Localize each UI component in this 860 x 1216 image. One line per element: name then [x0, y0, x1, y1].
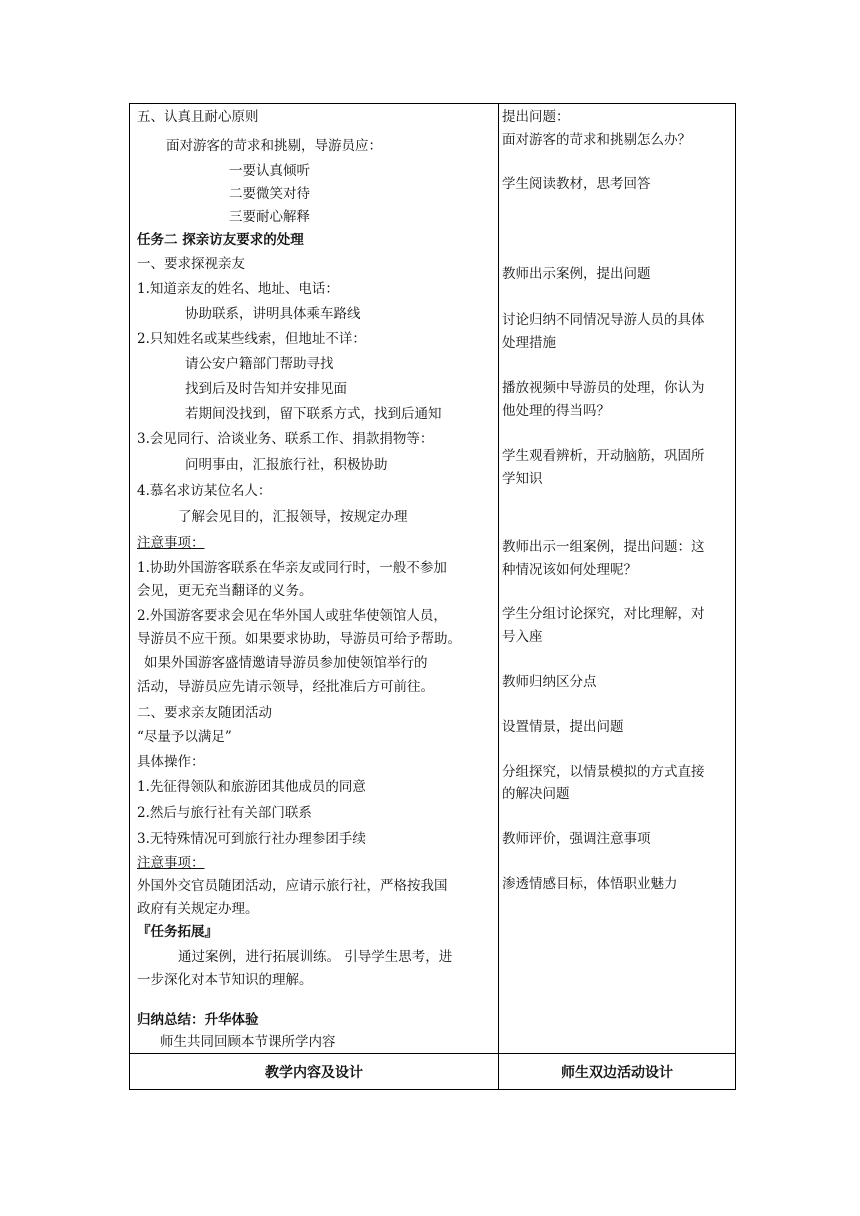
activity-line: 他处理的得当吗？ [502, 403, 610, 419]
text-line: 2.只知姓名或某些线索，但地址不详： [137, 331, 366, 347]
text-line: 政府有关规定办理。 [137, 901, 259, 917]
text-line: 如果外国游客盛情邀请导游员参加使领馆举行的 [144, 655, 428, 671]
text-line: 三要耐心解释 [229, 209, 310, 225]
text-line: 请公安户籍部门帮助寻找 [185, 356, 334, 372]
text-line: 面对游客的苛求和挑剔，导游员应： [166, 138, 382, 154]
activity-line: 播放视频中导游员的处理，你认为 [502, 380, 705, 396]
table-footer-row [130, 1053, 735, 1089]
activity-line: 的解决问题 [502, 786, 570, 802]
task-heading: 任务二 探亲访友要求的处理 [137, 232, 304, 248]
section-heading: 一、要求探视亲友 [137, 256, 245, 272]
text-line: 活动，导游员应先请示领导，经批准后方可前往。 [137, 679, 434, 695]
section-heading: 五、认真且耐心原则 [137, 109, 259, 125]
summary-heading: 归纳总结：升华体验 [137, 1012, 259, 1028]
activity-line: 号入座 [502, 629, 543, 645]
text-line: 协助联系，讲明具体乘车路线 [185, 306, 361, 322]
text-line: 2.然后与旅行社有关部门联系 [137, 805, 312, 821]
activity-line: 渗透情感目标，体悟职业魅力 [502, 876, 678, 892]
text-line: 了解会见目的，汇报领导，按规定办理 [178, 509, 408, 525]
activity-line: 教师出示案例，提出问题 [502, 266, 651, 282]
activity-line: 设置情景，提出问题 [502, 719, 624, 735]
text-line: 找到后及时告知并安排见面 [185, 381, 347, 397]
text-line: 一步深化对本节知识的理解。 [137, 972, 313, 988]
text-line: 问明事由，汇报旅行社，积极协助 [185, 457, 388, 473]
activity-line: 学生阅读教材，思考回答 [502, 176, 651, 192]
lesson-plan-table [129, 103, 736, 1090]
text-line: 外国外交官员随团活动，应请示旅行社，严格按我国 [137, 878, 448, 894]
text-line: 若期间没找到，留下联系方式，找到后通知 [185, 406, 442, 422]
text-line: 师生共同回顾本节课所学内容 [160, 1034, 336, 1050]
activity-line: 学生观看辨析，开动脑筋，巩固所 [502, 448, 705, 464]
activity-line: 教师评价，强调注意事项 [502, 831, 651, 847]
activity-line: 学生分组讨论探究，对比理解，对 [502, 606, 705, 622]
text-line: 会见，更无充当翻译的义务。 [137, 583, 313, 599]
text-line: 4.慕名求访某位名人： [137, 483, 272, 499]
teaching-content-column [130, 104, 499, 1053]
activity-line: 处理措施 [502, 335, 556, 351]
text-line: 1.知道亲友的姓名、地址、电话： [137, 281, 339, 297]
activity-line: 面对游客的苛求和挑剔怎么办？ [502, 132, 691, 148]
text-line: 通过案例，进行拓展训练。 引导学生思考，进 [178, 949, 453, 965]
text-line: 3.会见同行、洽谈业务、联系工作、捐款捐物等： [137, 431, 434, 447]
text-line: 一要认真倾听 [229, 163, 310, 179]
footer-label-content-design: 教学内容及设计 [130, 1054, 499, 1089]
activity-line: 分组探究，以情景模拟的方式直接 [502, 764, 705, 780]
footer-label-activity-design: 师生双边活动设计 [561, 1064, 673, 1081]
activity-line: 教师归纳区分点 [502, 674, 597, 690]
task-extension-heading: 『任务拓展』 [137, 924, 218, 940]
notes-heading: 注意事项： [137, 855, 205, 871]
activity-line: 学知识 [502, 471, 543, 487]
section-heading: 二、要求亲友随团活动 [137, 705, 272, 721]
notes-heading: 注意事项： [137, 535, 205, 551]
text-line: 具体操作： [137, 754, 205, 770]
text-line: “尽量予以满足” [137, 729, 232, 745]
activity-line: 讨论归纳不同情况导游人员的具体 [502, 312, 705, 328]
text-line: 导游员不应干预。如果要求协助，导游员可给予帮助。 [137, 631, 461, 647]
text-line: 2.外国游客要求会见在华外国人或驻华使领馆人员， [137, 608, 447, 624]
text-line: 1.先征得领队和旅游团其他成员的同意 [137, 779, 366, 795]
activity-line: 种情况该如何处理呢？ [502, 562, 637, 578]
text-line: 1.协助外国游客联系在华亲友或同行时，一般不参加 [137, 560, 447, 576]
activity-line: 教师出示一组案例，提出问题：这 [502, 539, 705, 555]
text-line: 二要微笑对待 [229, 186, 310, 202]
teacher-student-activity-column [499, 104, 735, 1053]
text-line: 3.无特殊情况可到旅行社办理参团手续 [137, 831, 366, 847]
activity-line: 提出问题： [502, 109, 570, 125]
